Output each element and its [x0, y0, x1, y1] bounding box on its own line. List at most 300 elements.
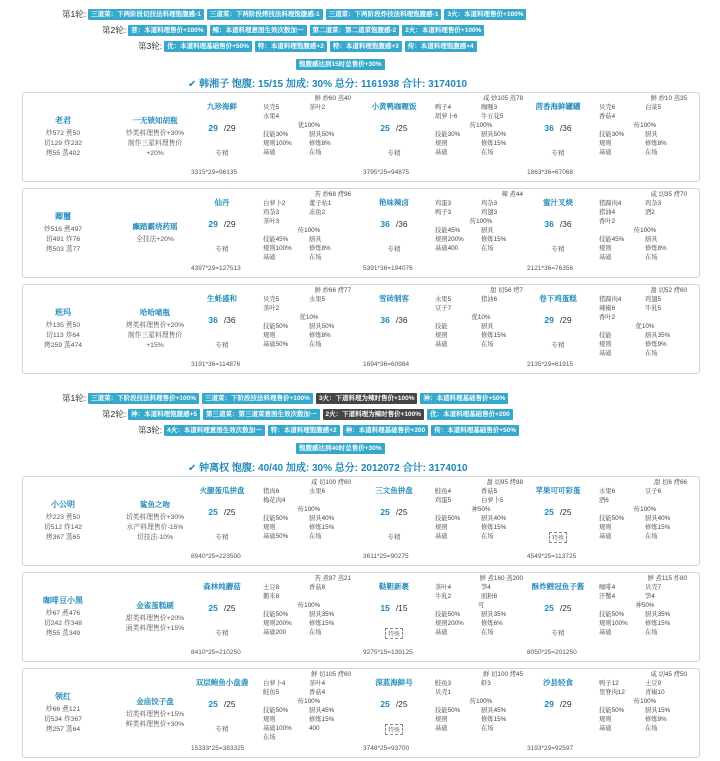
bonus-item: 技能45%	[263, 236, 289, 243]
round-buff-tag[interactable]: 三道菜：下两阶段切技法料理饱腹感-1	[88, 9, 204, 20]
equip-name[interactable]: 一无锁知胡瓶	[132, 116, 178, 125]
round-buff-tag[interactable]: 3火：本道料理售价+100%	[444, 9, 526, 20]
chef-stat: 烤257 蒸64	[45, 726, 81, 733]
bonus-item: 技能50%	[435, 515, 461, 522]
dish-quantity	[359, 315, 429, 325]
bonus-item: 技能50%	[435, 611, 461, 618]
dish-quantity	[187, 603, 257, 613]
ingredient: 贝壳7	[645, 584, 662, 591]
dish-rating: 神50%	[635, 602, 655, 609]
dish-spec	[523, 532, 593, 543]
chef-name[interactable]: 老君	[55, 116, 71, 125]
dish-details	[435, 574, 527, 637]
ingredient: 贝壳5	[263, 296, 280, 303]
ingredient-row	[599, 103, 691, 112]
bonus-item: 基础	[435, 533, 448, 540]
round-buff-tag[interactable]: 三道菜：下阶段技法料理售价+100%	[88, 393, 199, 404]
dish-qty-max: /25	[223, 507, 236, 517]
bonus-item: 厨具	[645, 131, 658, 138]
ingredient-row	[435, 592, 527, 601]
dish-details	[599, 574, 691, 637]
dish-price-calc: 3191*36=114876	[191, 361, 241, 368]
chef-name[interactable]: 班玛	[55, 308, 71, 317]
dish-block	[359, 189, 529, 277]
bonus-row	[263, 724, 355, 733]
ingredient: 土豆8	[263, 584, 280, 591]
bonus-item: 在场	[481, 629, 494, 636]
dish-name[interactable]: 茴香海鲜罐罐	[535, 102, 581, 111]
round-buff-tag[interactable]: 3火：下道料理为辣时售价+100%	[316, 393, 418, 404]
round-buff-tag[interactable]: 2火：本道料理售价+100%	[402, 25, 484, 36]
bonus-row	[435, 724, 527, 733]
dish-name[interactable]: 卷下鸡蛋糕	[539, 294, 577, 303]
ingredient-row	[263, 679, 355, 688]
bonus-item: 技能30%	[599, 131, 625, 138]
ingredient: 鲑鱼5	[263, 689, 280, 696]
dish-quantity	[523, 123, 593, 133]
bonus-row	[263, 340, 355, 349]
dish-quantity	[187, 315, 257, 325]
bonus-item: 基础	[599, 533, 612, 540]
round-buff-tag[interactable]: 特：本道料理饱腹感+2	[268, 425, 340, 436]
dish-qty-max: /25	[559, 603, 572, 613]
dish-name[interactable]: 雪砖制客	[379, 294, 409, 303]
ingredient-row	[599, 208, 691, 217]
bonus-row	[599, 148, 691, 157]
dish-name[interactable]: 仙丹	[214, 198, 230, 207]
bonus-row	[435, 226, 527, 235]
dish-flavor-skill: 鲜 炒66 烤77	[314, 287, 351, 294]
dish-qty-value[interactable]: 36	[544, 219, 554, 229]
chef-name[interactable]: 小公明	[51, 500, 75, 509]
dish-qty-value[interactable]: 36	[380, 219, 390, 229]
chef-info	[23, 691, 103, 735]
dish-name[interactable]: 生蚝盛和	[207, 294, 237, 303]
bonus-item: 规则	[599, 245, 612, 252]
ingredient: 猪蹄肉4	[599, 200, 622, 207]
round-buff-tag[interactable]: 2火：下道料理为辣时售价+100%	[323, 409, 425, 420]
chef-card	[22, 92, 700, 182]
bonus-row	[263, 253, 355, 262]
dish-qty-value[interactable]: 25	[380, 123, 390, 133]
ingredient-row	[263, 583, 355, 592]
chef-stat: 切534 炸367	[43, 716, 83, 723]
dish-name[interactable]: 双层鲍鱼小盘盏	[195, 678, 249, 687]
equip-name[interactable]: 鲨鱼之吻	[140, 500, 170, 509]
dish-spec-label: 专精	[215, 630, 229, 637]
ingredient-row	[435, 496, 527, 505]
dish-name[interactable]: 蜜汁叉烧	[543, 198, 573, 207]
ingredient: 白萝卜4	[263, 680, 286, 687]
dish-rating: 可	[477, 602, 485, 609]
dish-quantity	[359, 603, 429, 613]
round-label: 第1轮:	[62, 393, 87, 403]
dish-qty-value[interactable]: 36	[380, 315, 390, 325]
dish-qty-value[interactable]: 29	[208, 219, 218, 229]
chef-info	[23, 499, 103, 543]
round-buff-tag[interactable]: 4火：本道料理意图生效次数加一	[164, 425, 265, 436]
bonus-item: 修炼15%	[645, 620, 671, 627]
chef-stat: 切129 炸232	[43, 140, 83, 147]
bonus-item: 基础	[435, 629, 448, 636]
dish-rating: 传100%	[469, 218, 493, 225]
dish-qty-max: /29	[223, 219, 236, 229]
round-label: 第1轮:	[62, 9, 87, 19]
dish-name[interactable]: 小黄鸭咖喱饭	[371, 102, 417, 111]
ingredient: 鸡翅3	[481, 209, 498, 216]
ingredient: 水果6	[309, 488, 326, 495]
ingredient-row	[263, 688, 355, 697]
dish-spec	[359, 148, 429, 157]
bonus-item: 厨具45%	[309, 707, 335, 714]
dish-name[interactable]: 三文鱼拼盘	[375, 486, 413, 495]
dish-flavor-skill: 苦 炒68 烤96	[314, 191, 351, 198]
ingredient: 鸡杂3	[263, 209, 280, 216]
bonus-item: 修炼9%	[645, 716, 667, 723]
dish-block	[359, 285, 529, 373]
dish-price-calc: 5391*36=194076	[363, 265, 413, 272]
dish-qty-value[interactable]: 25	[208, 507, 218, 517]
dish-name[interactable]: 沙县轻食	[543, 678, 573, 687]
dish-flavor-skill: 甜 切6 烤66	[654, 479, 687, 486]
bonus-item: 厨具50%	[481, 131, 507, 138]
equip-effect: 全技法+20%	[136, 236, 174, 243]
bonus-row	[435, 235, 527, 244]
bonus-row	[263, 514, 355, 523]
dish-flavor-skill: 咸 切100 烤60	[311, 479, 351, 486]
dish-spec-label: 专精	[387, 534, 401, 541]
ingredient: 鸭子4	[435, 104, 452, 111]
ingredient-row	[599, 688, 691, 697]
ingredient: 白萝卜5	[481, 497, 504, 504]
bonus-item: 在场	[645, 533, 658, 540]
dish-name[interactable]: 森林炖蘑菇	[203, 582, 241, 591]
bonus-row	[599, 628, 691, 637]
ingredient-row	[263, 592, 355, 601]
dish-qty-value[interactable]: 25	[208, 603, 218, 613]
ingredient-row	[263, 217, 355, 226]
chef-stat: 炒223 煮50	[45, 514, 81, 521]
bonus-item: 基础	[435, 149, 448, 156]
ingredient: 青椒10	[645, 689, 665, 696]
dish-price-calc: 2135*29=61915	[527, 361, 574, 368]
dish-block	[523, 573, 693, 661]
ingredient: 酒6	[599, 497, 609, 504]
ingredient: 茶叶3	[263, 218, 280, 225]
ingredient-row	[599, 679, 691, 688]
dish-quantity	[359, 219, 429, 229]
dish-name[interactable]: 苹果可可彩蛋	[535, 486, 581, 495]
dish-details	[263, 478, 355, 541]
dish-price-calc: 8050*25=201250	[527, 649, 577, 656]
ingredient-row	[435, 199, 527, 208]
round-buff-tag[interactable]: 三道菜：下两阶段烤技法料理饱腹感-1	[207, 9, 323, 20]
ingredient-row	[435, 112, 527, 121]
ingredient-row	[435, 679, 527, 688]
round-line	[62, 8, 529, 20]
round-buff-tag[interactable]: 神：本道料理饱腹感+5	[128, 409, 200, 420]
bonus-row	[263, 733, 355, 742]
round-buff-tag[interactable]: 传：本道料理基础售价+50%	[431, 425, 519, 436]
dish-flavor-skill: 咸 切45 烤50	[650, 671, 687, 678]
round-buff-tag[interactable]: 三道菜：下阶段技法料理售价+100%	[202, 393, 313, 404]
ingredient-row	[435, 208, 527, 217]
ingredient: 牛乳2	[435, 593, 452, 600]
ingredient: 梅花肉4	[263, 497, 286, 504]
bonus-row	[599, 253, 691, 262]
bonus-item: 厨具40%	[309, 515, 335, 522]
chef-card	[22, 572, 700, 662]
dish-quantity	[523, 603, 593, 613]
chef-info	[23, 307, 103, 351]
dish-details	[263, 286, 355, 349]
round-buff-tag[interactable]: 优：本道料理基础售价+200	[427, 409, 513, 420]
dish-qty-max: /36	[559, 219, 572, 229]
dish-qty-max: /25	[559, 507, 572, 517]
bonus-row	[263, 715, 355, 724]
dish-quantity	[187, 507, 257, 517]
round-buff-tag[interactable]: 特：本道料理饱腹感+3	[330, 41, 402, 52]
equip-effect: 烤类料理售价+20%	[125, 322, 185, 329]
ingredient-row	[599, 313, 691, 322]
chef-stat: 切242 炸348	[43, 620, 83, 627]
chef-stat: 切113 炸64	[46, 332, 80, 339]
round-label: 第2轮:	[102, 25, 127, 35]
ingredient: 鸭子3	[435, 209, 452, 216]
round-buff-tag[interactable]: 特：本道料理饱腹感+2	[255, 41, 327, 52]
dish-rating: 优100%	[297, 122, 321, 129]
dish-block	[359, 477, 529, 565]
ingredient-row	[435, 487, 527, 496]
bonus-item: 规则	[599, 341, 612, 348]
dish-qty-value[interactable]: 25	[208, 699, 218, 709]
chef-name[interactable]: 领红	[55, 692, 71, 701]
ingredient-row	[599, 199, 691, 208]
ingredient: 猪蹄肉4	[599, 296, 622, 303]
bonus-row	[263, 619, 355, 628]
round-buff-tag[interactable]: 传：本道料理饱腹感+4	[405, 41, 477, 52]
dish-quantity	[523, 699, 593, 709]
ingredient: 茶叶4	[435, 584, 452, 591]
ingredient-row	[263, 295, 355, 304]
bonus-item: 修炼8%	[309, 332, 331, 339]
chef-card	[22, 476, 700, 566]
ingredient: 鹅米8	[263, 593, 280, 600]
ingredient: 猪油4	[599, 209, 616, 216]
ingredient: 土豆9	[645, 680, 662, 687]
dish-flavor-skill: 咸 切35 烤70	[650, 191, 687, 198]
chef-stat: 烤259 蒸474	[43, 342, 83, 349]
dish-qty-value[interactable]: 29	[544, 315, 554, 325]
bonus-item: 技能	[435, 323, 448, 330]
ingredient-row	[263, 487, 355, 496]
dish-spec	[187, 628, 257, 637]
dish-name[interactable]: 火腿蛋瓜拼盘	[199, 486, 245, 495]
dish-qty-max: /25	[223, 603, 236, 613]
dish-name[interactable]: 酥炸鳕冠鱼子酱	[531, 582, 585, 591]
bonus-item: 400	[309, 725, 320, 732]
bonus-item: 规则	[599, 140, 612, 147]
equip-name[interactable]: 哈哈喵瓶	[140, 308, 170, 317]
ingredient: 水果5	[435, 296, 452, 303]
ingredient: 香叶2	[599, 314, 616, 321]
ingredient: 香叶2	[599, 218, 616, 225]
dish-qty-value[interactable]: 25	[380, 699, 390, 709]
chef-stat: 烤503 蒸77	[45, 246, 81, 253]
bonus-item: 厨具35%	[481, 611, 507, 618]
equip-effect: 甜类料理售价+20%	[125, 615, 185, 622]
dish-details	[263, 670, 355, 742]
bonus-item: 技能50%	[263, 515, 289, 522]
bonus-item: 基础	[599, 629, 612, 636]
ingredient-row	[599, 583, 691, 592]
dish-rating: 优10%	[471, 314, 491, 321]
bonus-item: 修炼15%	[309, 716, 335, 723]
equip-effect: 切类料理售价+15%	[125, 711, 185, 718]
dish-qty-value[interactable]: 36	[208, 315, 218, 325]
bonus-item: 在场	[645, 149, 658, 156]
ingredient: 虾3	[481, 680, 491, 687]
bonus-item: 厨具40%	[481, 515, 507, 522]
round-line	[102, 408, 516, 420]
bonus-row	[599, 724, 691, 733]
equip-name[interactable]: 金雀蛋糕刷	[136, 601, 174, 610]
dish-quantity	[187, 699, 257, 709]
chef-stat: 炒572 煮50	[45, 130, 81, 137]
dish-rating: 传100%	[297, 602, 321, 609]
ingredient: 水果4	[263, 113, 280, 120]
equip-name[interactable]: 金庙饺子盘	[136, 697, 174, 706]
bonus-row	[263, 610, 355, 619]
ingredient: 鸡翅5	[645, 296, 662, 303]
chef-stat: 烤55 蒸402	[45, 150, 81, 157]
bonus-item: 技能30%	[435, 131, 461, 138]
bonus-row	[435, 523, 527, 532]
bonus-row	[435, 340, 527, 349]
bonus-item: 规则100%	[599, 620, 628, 627]
dish-qty-value[interactable]: 25	[544, 603, 554, 613]
dish-qty-value[interactable]: 36	[544, 123, 554, 133]
dish-qty-max: /25	[395, 507, 408, 517]
dish-name[interactable]: 九珍海鲜	[207, 102, 237, 111]
dish-rating: 传100%	[297, 698, 321, 705]
round-buff-tag[interactable]: 辣：本道料理意图生效次数加一	[210, 25, 307, 36]
ingredient: 茶叶4	[309, 680, 326, 687]
dish-quantity	[523, 507, 593, 517]
round-buff-tag[interactable]: 第三道菜：第三道菜意图生效次数加一	[203, 409, 320, 420]
round-line	[102, 24, 487, 36]
bonus-item: 厨具	[481, 227, 494, 234]
dish-qty-value[interactable]: 29	[544, 699, 554, 709]
ingredient-row	[599, 487, 691, 496]
bonus-item: 规则100%	[263, 245, 292, 252]
equip-effect: 切类料理售价+30%	[125, 514, 185, 521]
bonus-item: 在场	[645, 725, 658, 732]
bonus-item: 技能50%	[599, 515, 625, 522]
bonus-item: 厨具	[481, 323, 494, 330]
ingredient	[309, 304, 355, 313]
dish-spec-label: 专精	[551, 342, 565, 349]
dish-qty-value[interactable]: 25	[380, 507, 390, 517]
bonus-row	[263, 235, 355, 244]
dish-block	[523, 477, 693, 565]
dish-quantity	[187, 219, 257, 229]
ingredient	[645, 217, 691, 226]
ingredient	[309, 217, 355, 226]
ingredient	[645, 313, 691, 322]
round-buff-tag[interactable]: 三道菜：下两阶段炸技法料理饱腹感-1	[326, 9, 442, 20]
dish-name[interactable]: 深蓝海鲜号	[375, 678, 413, 687]
dish-quantity	[523, 219, 593, 229]
ingredient-row	[599, 112, 691, 121]
round-label: 第2轮:	[102, 409, 127, 419]
dish-qty-max: /36	[559, 123, 572, 133]
dish-block	[359, 93, 529, 181]
ingredient: 贝壳6	[599, 104, 616, 111]
dish-spec	[523, 148, 593, 157]
bonus-row	[599, 340, 691, 349]
round-buff-tag[interactable]: 神：本道料理基础售价+200	[343, 425, 429, 436]
ingredient-row	[435, 295, 527, 304]
bonus-item: 在场	[481, 149, 494, 156]
bonus-row	[263, 322, 355, 331]
bonus-row	[599, 139, 691, 148]
ingredient: 香菇4	[599, 113, 616, 120]
dish-qty-value[interactable]: 25	[544, 507, 554, 517]
ingredient: 笋4	[645, 593, 655, 600]
dish-details	[435, 190, 527, 253]
bonus-item: 厨具40%	[645, 515, 671, 522]
guest-summary: ✔ 韩湘子 饱腹: 15/15 加成: 30% 总分: 1161938 合计: 3174010	[188, 79, 468, 90]
dish-price-calc: 3748*25=93700	[363, 745, 410, 752]
dish-name[interactable]: 鞑靼新裹	[379, 582, 409, 591]
bonus-item: 技能50%	[435, 707, 461, 714]
dish-flavor-skill: 辣 煮44	[501, 191, 523, 198]
bonus-row	[599, 523, 691, 532]
chef-name[interactable]: 卿璽	[55, 212, 71, 221]
dish-name[interactable]: 艳味辣卤	[379, 198, 409, 207]
bonus-item: 基础	[599, 350, 612, 357]
bonus-row	[599, 610, 691, 619]
dish-flavor-skill: 鲜 煮160 蒸200	[479, 575, 523, 582]
dish-spec	[187, 532, 257, 541]
equip-effect: 水产料理售价-15%	[126, 524, 184, 531]
dish-qty-value[interactable]: 15	[380, 603, 390, 613]
ingredient	[481, 304, 527, 313]
round-buff-tag[interactable]: 菩：本道料理售价+100%	[128, 25, 206, 36]
bonus-row	[435, 619, 527, 628]
ingredient: 面粉8	[481, 593, 498, 600]
dish-spec-label: 专精	[215, 726, 229, 733]
bonus-item: 在场	[645, 629, 658, 636]
ingredient-row	[435, 304, 527, 313]
ingredient: 牛乳5	[645, 305, 662, 312]
round-buff-tag[interactable]: 神：本道料理基础售价+50%	[420, 393, 508, 404]
dish-details	[435, 478, 527, 541]
ingredient-row	[435, 583, 527, 592]
round-buff-tag[interactable]: 优：本道料理基础售价+50%	[164, 41, 252, 52]
round-buff-tag[interactable]: 第二道菜：第二道菜饱腹感-2	[310, 25, 400, 36]
dish-qty-value[interactable]: 29	[208, 123, 218, 133]
equip-name[interactable]: 癫踏霸绕药瑶	[132, 222, 178, 231]
bonus-item: 规则	[435, 524, 448, 531]
chef-name[interactable]: 咖啡豆小黑	[43, 596, 83, 605]
bonus-row	[435, 130, 527, 139]
bonus-item: 基础400	[435, 245, 459, 252]
dish-spec-label: 专精	[215, 534, 229, 541]
bonus-item: 修炼15%	[309, 620, 335, 627]
bonus-row	[263, 532, 355, 541]
